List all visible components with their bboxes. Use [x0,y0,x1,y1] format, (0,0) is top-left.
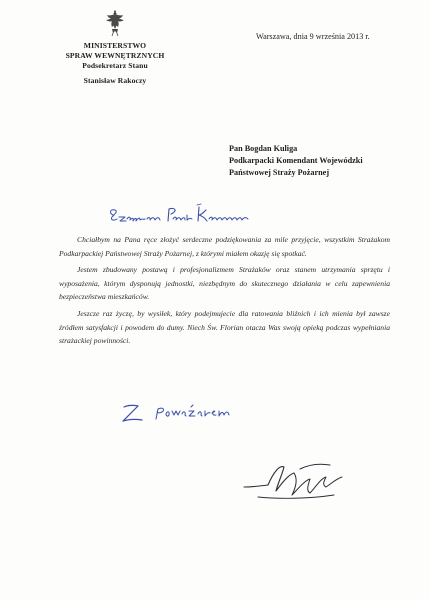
recipient-organization: Państwowej Straży Pożarnej [229,168,330,177]
recipient-name: Pan Bogdan Kuliga [229,144,298,153]
signature-icon [238,457,358,505]
recipient-title: Podkarpacki Komendant Wojewódzki [229,156,363,165]
sender-position: Podsekretarz Stanu [82,61,148,70]
body-paragraph: Chciałbym na Pana ręce złożyć serdeczne podziękowania za mile przyjęcie, wszystkim Strażakom Podkarpackiej Państwowej Straży Pożarnej, z którymi miałem okazję się spotkać. [59,235,390,258]
date-line: Warszawa, dnia 9 września 2013 r. [256,32,370,41]
handwritten-salutation [105,203,255,227]
institution-name-line2: SPRAW WEWNĘTRZNYCH [65,51,165,60]
handwritten-closing [118,397,258,427]
letter-body [59,233,390,351]
eagle-emblem-icon [103,8,127,38]
body-paragraph: Jestem zbudowany postawą i profesjonalizmem Strażaków oraz stanem utrzymania sprzętu i wyposażenia, którym dysponują jednostki, niezbędnym do skutecznego działania w celu zapewnienia bezpieczeństwa mieszkańców. [59,265,390,302]
sender-name: Stanisław Rakoczy [83,76,147,85]
institution-name-line1: MINISTERSTWO [83,41,147,50]
letterhead [40,41,190,86]
recipient-block [229,143,363,179]
salutation-text [0,0,1,1]
body-paragraph: Jeszcze raz życzę, by wysiłek, który podejmujecie dla ratowania bliźnich i ich mienia był zawsze źródłem satysfakcji i powodem do dumy. Niech Św. Florian otacza Was swoją opieką podczas wypełniania strażackiej powinności. [59,308,390,346]
